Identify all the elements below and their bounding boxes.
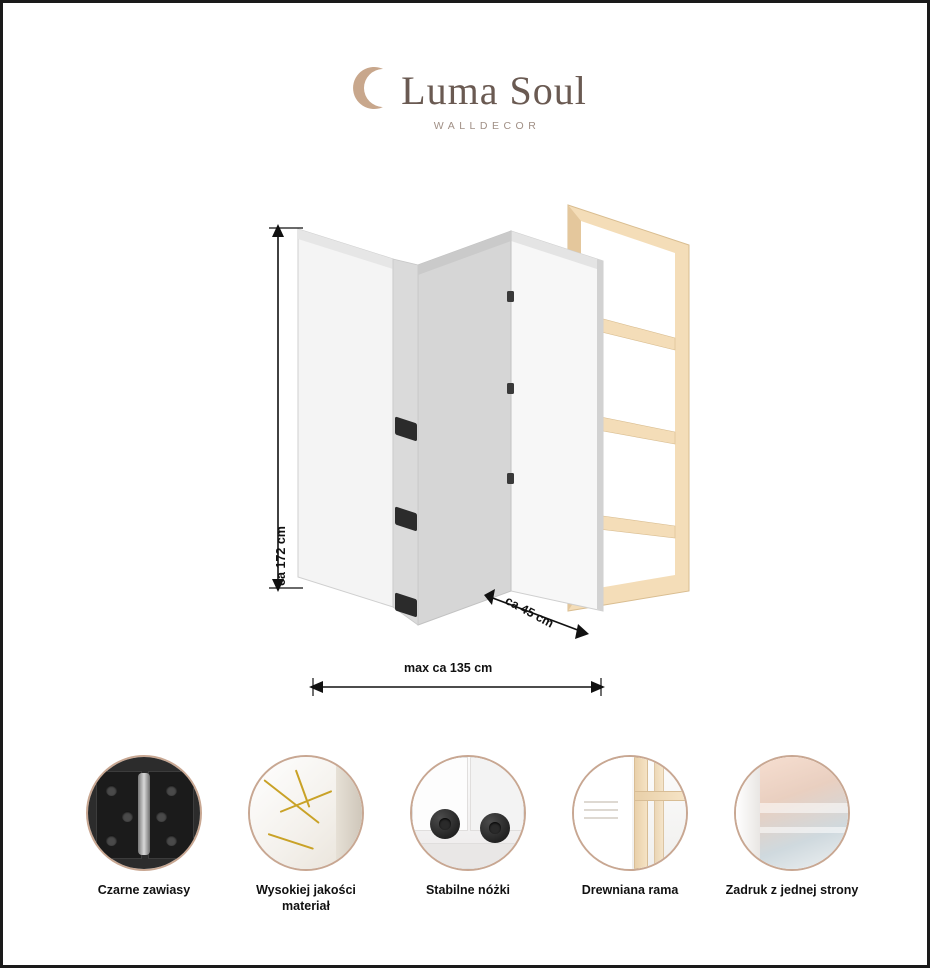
feature-item-material [239,755,374,914]
brand-subtitle: WALLDECOR [433,120,541,132]
marble-canvas-icon [248,755,364,871]
feature-item-print [725,755,860,914]
dimension-diagram [3,193,930,713]
hinge-icon [86,755,202,871]
crescent-moon-icon [349,65,391,116]
feature-item-hinges [77,755,212,914]
feature-item-frame [563,755,698,914]
feature-label: Stabilne nóżki [425,883,511,897]
brand-name: Luma Soul [401,67,587,113]
feature-item-feet [401,755,536,914]
single-side-print-icon [734,755,850,871]
height-dimension-label: ca 172 cm [273,526,288,586]
feature-label: Czarne zawiasy [97,883,191,897]
width-dimension-label: max ca 135 cm [404,661,493,675]
wooden-frame-icon [572,755,688,871]
width-arrow [309,678,605,696]
feature-list [3,755,930,914]
panel-middle [418,231,511,625]
feet-icon [410,755,526,871]
brand-header [3,65,930,132]
feature-label: Drewniana rama [581,883,679,897]
depth-dimension-label: ca 45 cm [502,593,557,631]
brand-logo [349,65,587,116]
feature-label: Wysokiej jakości materiał [256,883,356,913]
panel-right [511,231,603,611]
feature-label: Zadruk z jednej strony [725,883,859,897]
